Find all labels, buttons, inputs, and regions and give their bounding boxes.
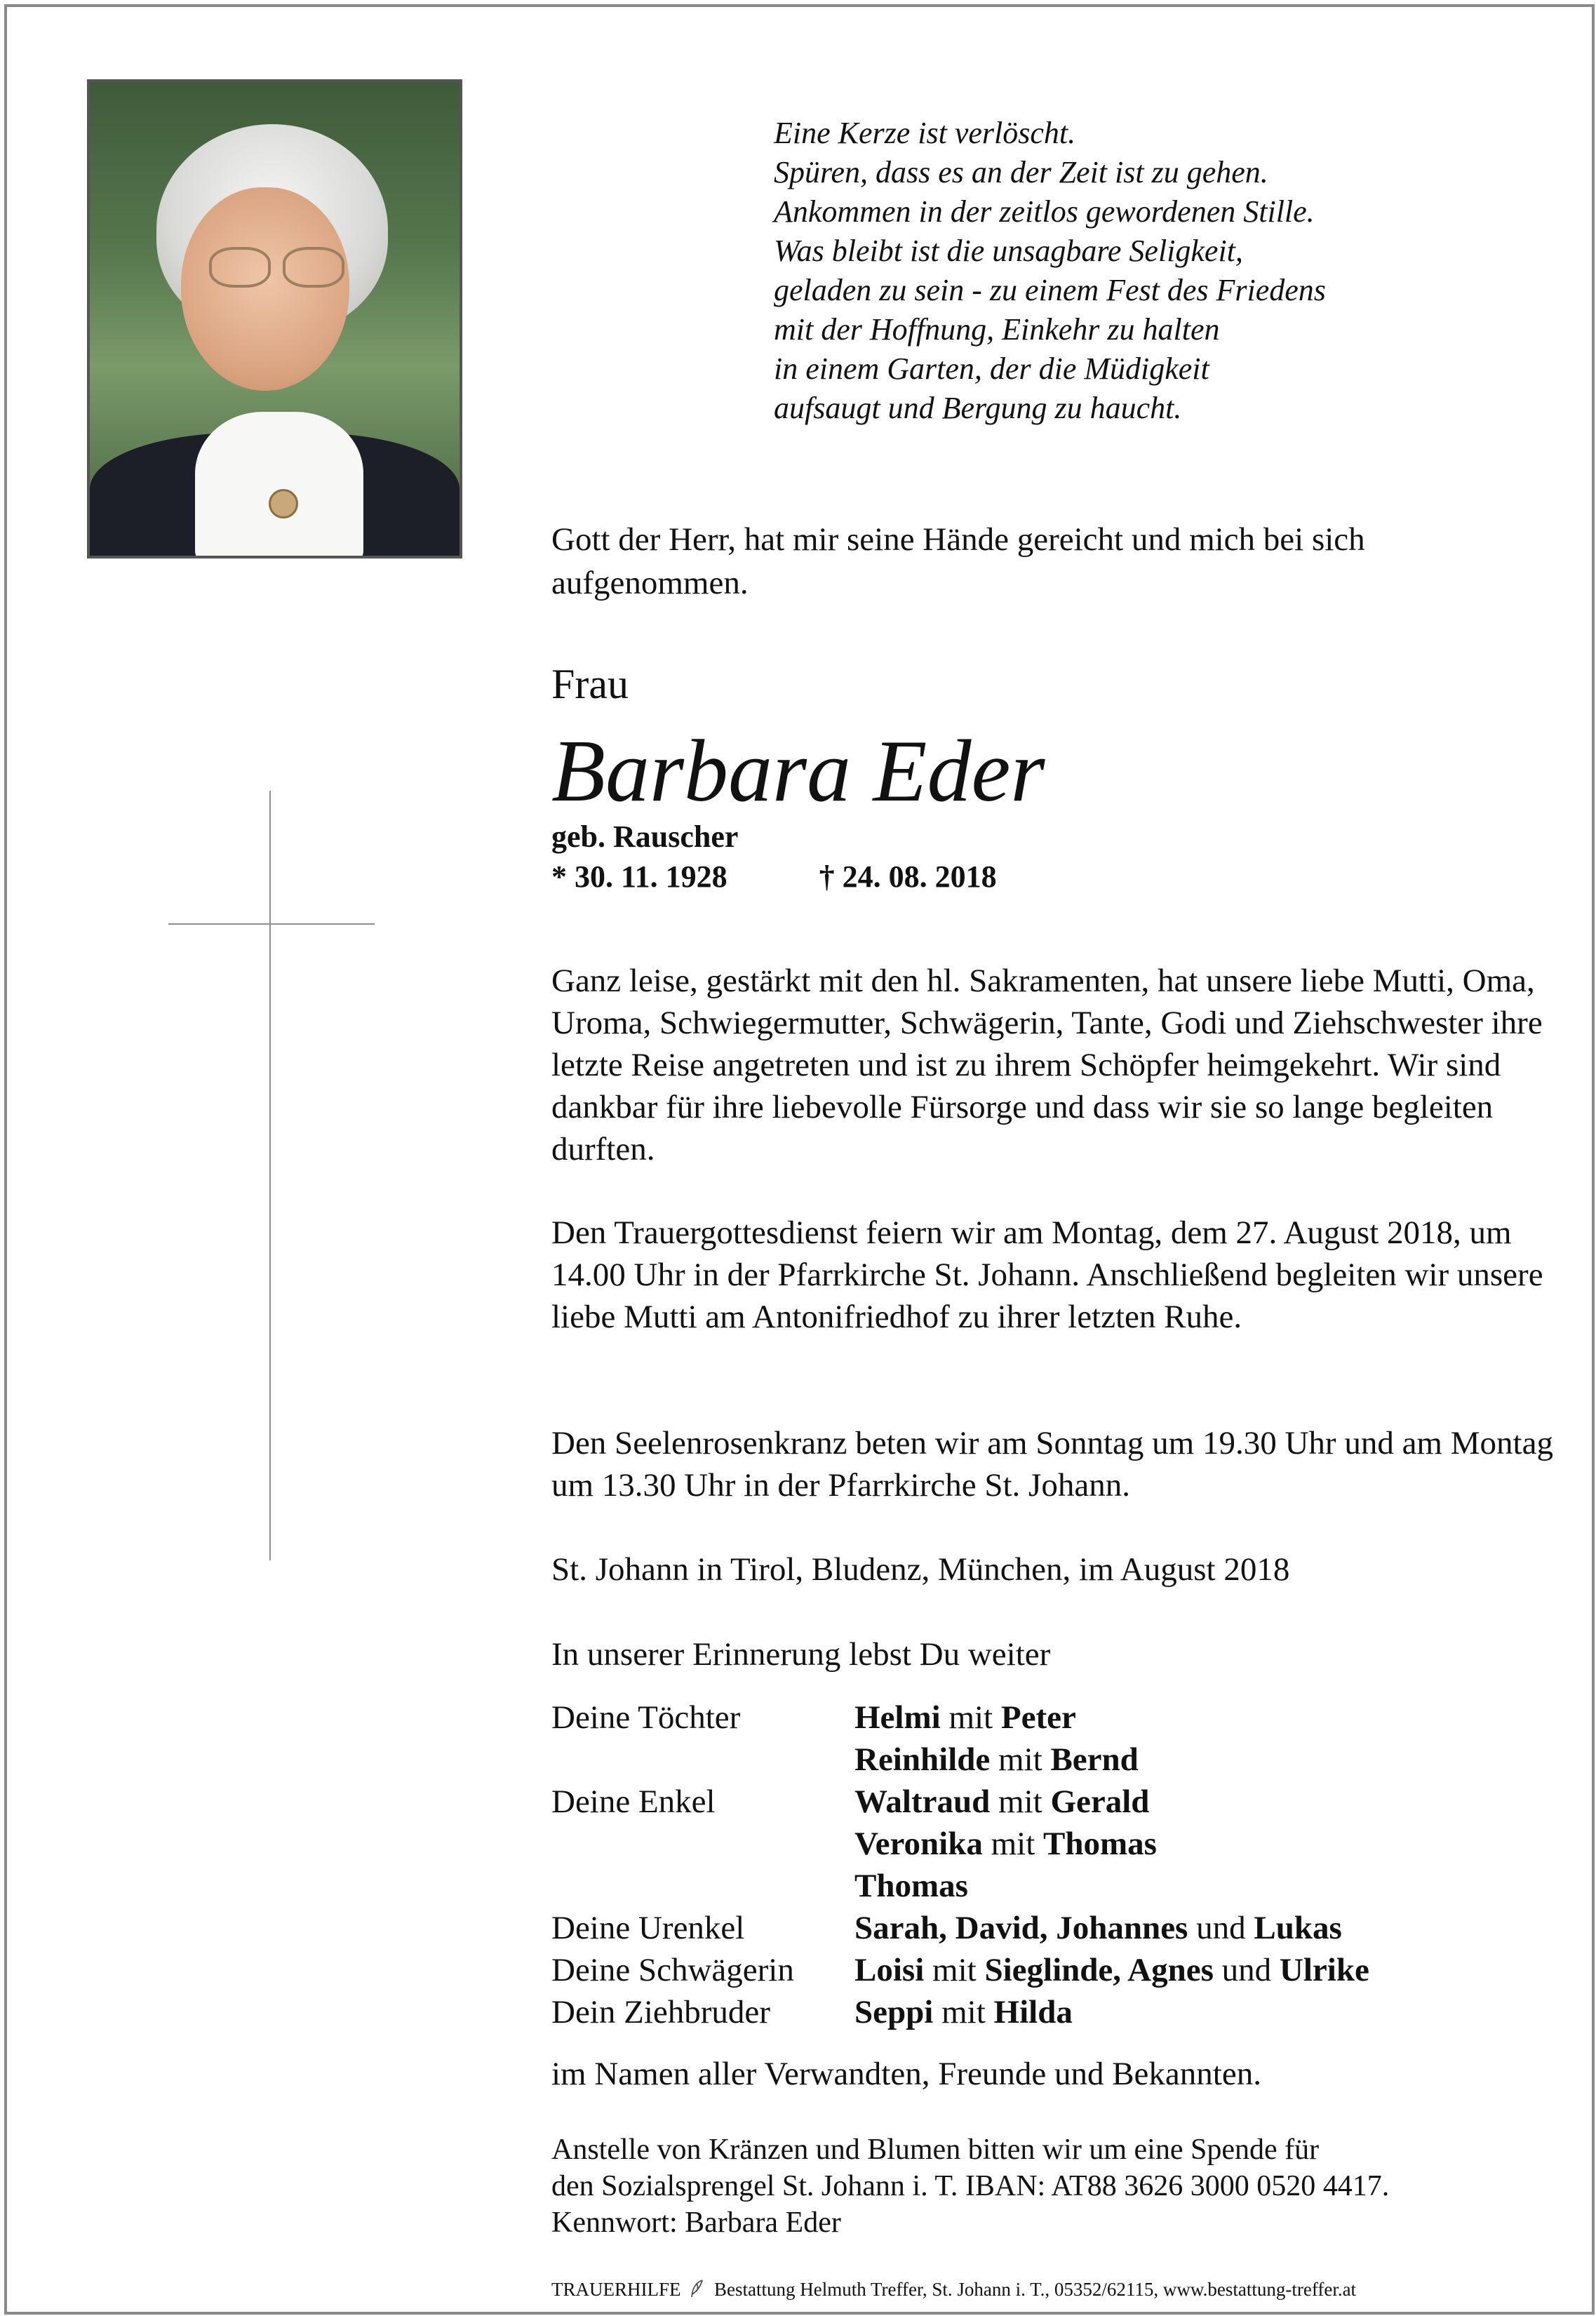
poem <box>774 114 1326 428</box>
family-members <box>854 1949 1369 1991</box>
life-dates <box>551 857 997 897</box>
member-name: Waltraud <box>854 1783 991 1820</box>
family-row <box>551 1991 1369 2033</box>
connector-text: mit <box>924 1952 985 1988</box>
poem-line: Ankommen in der zeitlos gewordenen Stille. <box>774 194 1315 229</box>
member-name: Loisi <box>854 1952 925 1988</box>
family-members <box>854 1865 968 1907</box>
footer-text: Bestattung Helmuth Treffer, St. Johann i. T., 05352/62115, www.bestattung-treffer.at <box>714 2279 1357 2300</box>
donation-line: Kennwort: Barbara Eder <box>551 2207 841 2239</box>
family-row <box>551 1949 1369 1991</box>
family-members <box>854 1907 1342 1949</box>
family-list <box>551 1696 1369 2033</box>
family-relation <box>551 1823 854 1865</box>
family-row <box>551 1823 1369 1865</box>
donation-line: den Sozialsprengel St. Johann i. T. IBAN: AT88 3626 3000 0520 4417. <box>551 2170 1390 2202</box>
member-name: Helmi <box>854 1699 941 1736</box>
family-relation <box>551 1865 854 1907</box>
connector-text: mit <box>982 1826 1044 1862</box>
poem-line: Was bleibt ist die unsagbare Seligkeit, <box>774 234 1243 268</box>
birth-date: * 30. 11. 1928 <box>551 859 727 894</box>
member-name: Veronika <box>854 1826 983 1862</box>
member-name: Sieglinde, Agnes <box>984 1952 1214 1988</box>
family-members <box>854 1781 1149 1823</box>
connector-text: mit <box>990 1783 1051 1820</box>
paragraph-memory: In unserer Erinnerung lebst Du weiter <box>551 1636 1051 1673</box>
member-name: Sarah, David, Johannes <box>854 1910 1188 1946</box>
member-name: Hilda <box>993 1994 1073 2030</box>
family-relation: Deine Schwägerin <box>551 1952 794 1988</box>
member-name: Reinhilde <box>854 1741 991 1778</box>
portrait-photo <box>87 79 462 558</box>
family-members <box>854 1991 1073 2033</box>
birth-name: geb. Rauscher <box>551 819 739 854</box>
paragraph-funeral-service: Den Trauergottesdienst feiern wir am Montag, dem 27. August 2018, um 14.00 Uhr in der Pfarrkirche St. Johann. Anschließend begleiten wir unsere liebe Mutti am Antonifriedhof zu ihrer letzten Ruhe. <box>551 1214 1543 1335</box>
poem-line: geladen zu sein - zu einem Fest des Friedens <box>774 273 1326 307</box>
deceased-name: Barbara Eder <box>551 723 1045 820</box>
family-relation: Dein Ziehbruder <box>551 1994 770 2030</box>
family-row <box>551 1865 1369 1907</box>
family-relation: Deine Urenkel <box>551 1910 745 1946</box>
family-relation: Deine Enkel <box>551 1783 716 1820</box>
member-name: Peter <box>1000 1699 1076 1736</box>
member-name: Lukas <box>1254 1910 1342 1946</box>
donation-note <box>551 2131 1389 2241</box>
connector-text: und <box>1213 1952 1280 1988</box>
death-date: † 24. 08. 2018 <box>819 859 997 894</box>
poem-line: Eine Kerze ist verlöscht. <box>774 116 1076 150</box>
member-name: Thomas <box>1043 1826 1157 1862</box>
family-row <box>551 1781 1369 1823</box>
member-name: Thomas <box>854 1868 968 1904</box>
family-relation: Deine Töchter <box>551 1699 741 1736</box>
poem-line: Spüren, dass es an der Zeit ist zu gehen. <box>774 155 1268 189</box>
family-row <box>551 1907 1369 1949</box>
family-members <box>854 1739 1139 1781</box>
paragraph-place-date: St. Johann in Tirol, Bludenz, München, im August 2018 <box>551 1551 1290 1588</box>
footer <box>551 2277 1356 2301</box>
cross-icon <box>269 791 271 1560</box>
family-relation <box>551 1739 854 1781</box>
family-members <box>854 1823 1157 1865</box>
member-name: Gerald <box>1050 1783 1150 1820</box>
feather-icon <box>688 2279 706 2298</box>
poem-line: mit der Hoffnung, Einkehr zu halten <box>774 312 1220 347</box>
paragraph-passing: Ganz leise, gestärkt mit den hl. Sakramenten, hat unsere liebe Mutti, Oma, Uroma, Schwiegermutter, Schwägerin, Tante, Godi und Ziehschwester ihre letzte Reise angetreten und ist zu ihrem Schöpfer heimgekehrt. Wir sind dankbar für ihre liebevolle Fürsorge und dass wir sie so lange begleiten durften. <box>551 963 1543 1167</box>
poem-line: aufsaugt und Bergung zu haucht. <box>774 391 1182 425</box>
salutation: Frau <box>551 661 629 707</box>
member-name: Bernd <box>1050 1741 1139 1778</box>
connector-text: und <box>1188 1910 1254 1946</box>
family-row <box>551 1739 1369 1781</box>
family-row <box>551 1696 1369 1739</box>
paragraph-rosary: Den Seelenrosenkranz beten wir am Sonntag um 19.30 Uhr und am Montag um 13.30 Uhr in der Pfarrkirche St. Johann. <box>551 1425 1553 1504</box>
connector-text: mit <box>933 1994 994 2030</box>
cross-icon-bar <box>168 923 375 925</box>
connector-text: mit <box>990 1741 1051 1778</box>
closing-text: im Namen aller Verwandten, Freunde und Bekannten. <box>551 2056 1261 2092</box>
family-members <box>854 1696 1076 1739</box>
member-name: Ulrike <box>1279 1952 1369 1988</box>
donation-line: Anstelle von Kränzen und Blumen bitten wir um eine Spende für <box>551 2134 1320 2166</box>
poem-line: in einem Garten, der die Müdigkeit <box>774 352 1209 386</box>
footer-brand: TRAUERHILFE <box>551 2279 681 2300</box>
intro-text: Gott der Herr, hat mir seine Hände gereicht und mich bei sich aufgenommen. <box>551 521 1365 601</box>
connector-text: mit <box>940 1699 1001 1736</box>
member-name: Seppi <box>854 1994 934 2030</box>
